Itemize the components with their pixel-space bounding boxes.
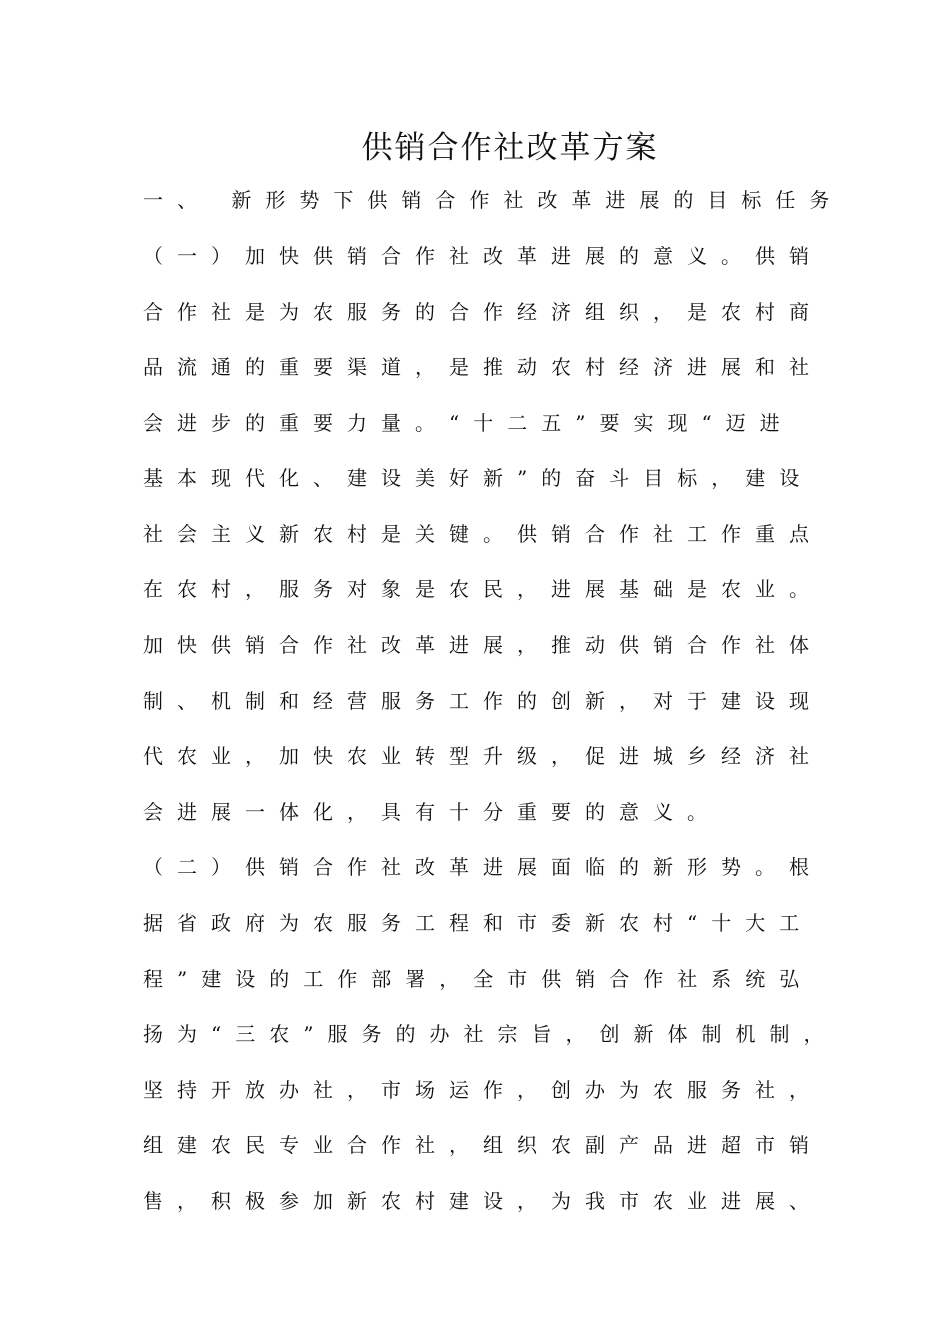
text-line: 在农村，服务对象是农民，进展基础是农业。 <box>143 577 823 601</box>
text-line: 品流通的重要渠道，是推动农村经济进展和社 <box>143 355 823 379</box>
text-line: 扬为“三农”服务的办社宗旨，创新体制机制， <box>143 1022 838 1046</box>
text-line: 社会主义新农村是关键。供销合作社工作重点 <box>143 522 823 546</box>
text-line: 会进步的重要力量。“十二五”要实现“迈进 <box>143 411 794 435</box>
text-line: 组建农民专业合作社，组织农副产品进超市销 <box>143 1133 823 1157</box>
text-line: 会进展一体化，具有十分重要的意义。 <box>143 800 721 824</box>
text-line: （二）供销合作社改革进展面临的新形势。根 <box>143 855 823 879</box>
text-line: 基本现代化、建设美好新”的奋斗目标，建设 <box>143 466 814 490</box>
text-line: 坚持开放办社，市场运作，创办为农服务社， <box>143 1078 823 1102</box>
text-line: 加快供销合作社改革进展，推动供销合作社体 <box>143 633 823 657</box>
text-line: 制、机制和经营服务工作的创新，对于建设现 <box>143 689 823 713</box>
text-line: 一、 新形势下供销合作社改革进展的目标任务 <box>143 188 844 212</box>
document-title: 供销合作社改革方案 <box>361 130 659 166</box>
text-line: 据省政府为农服务工程和市委新农村“十大工 <box>143 911 814 935</box>
text-line: 售，积极参加新农村建设，为我市农业进展、 <box>143 1189 823 1213</box>
text-line: 代农业，加快农业转型升级，促进城乡经济社 <box>143 744 823 768</box>
text-line: 程”建设的工作部署，全市供销合作社系统弘 <box>143 967 814 991</box>
text-line: （一）加快供销合作社改革进展的意义。供销 <box>143 244 823 268</box>
text-line: 合作社是为农服务的合作经济组织，是农村商 <box>143 300 823 324</box>
